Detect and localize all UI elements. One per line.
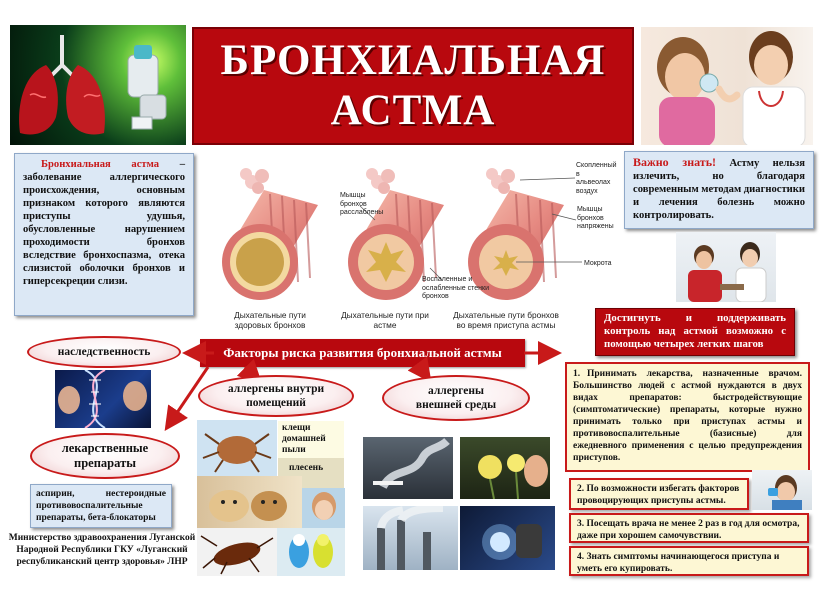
risk-factors-banner: Факторы риска развития бронхиальной астмы [200,339,525,367]
parrots-photo [277,528,345,576]
medications-text: лекарственные препараты [61,441,149,470]
achieve-control-box: Достигнуть и поддерживать контроль над астмой возможно с помощью четырех легких шагов [595,308,795,356]
label-inflamed-walls: Воспаленные и ослабленные стенки бронхов [422,276,490,300]
title-line-2: АСТМА [330,87,496,134]
pollen-flower-photo [460,437,550,499]
oval-medications [30,433,180,479]
cockroach-photo [197,528,277,576]
definition-text: – заболевание аллергического происхождения, основным признаком которого являются приступы удушья, обусловленные нарушением проходимости бронхов вследствие бронхоспазма, отека слизистой оболочки бронхов и гиперсекреции слизи. [23,159,185,287]
smoking-photo [363,437,453,499]
advice-step-4-num: 4. [577,552,585,562]
factory-smoke-photo [363,506,458,570]
important-highlight: Важно знать! [633,155,717,169]
indoor-allergens-text: аллергены внутри помещений [227,383,325,409]
advice-step-2 [569,478,749,510]
definition-term: Бронхиальная астма [41,159,160,170]
label-asthma: Дыхательные пути при астме [341,310,429,330]
important-text: Астму нельзя излечить, но благодаря современным методам диагностики и лечения болезнь можно контролировать. [633,158,805,221]
label-mucus: Мокрота [584,260,612,267]
label-air-trapped: Скопленный в альвеолах воздух [576,162,617,195]
pets-photo [197,476,302,528]
dna-family-photo [55,370,151,428]
advice-step-2-text: По возможности избегать факторов провоцирующих приступы астмы. [577,484,740,506]
girl-allergy-photo [302,488,345,528]
label-healthy: Дыхательные пути здоровых бронхов [234,310,306,330]
label-muscles-tense: Мышцы бронхов напряжены [577,206,614,230]
welder-photo [460,506,555,570]
oval-indoor-allergens [198,375,354,417]
advice-step-3-text: Посещать врача не менее 2 раз в год для осмотра, даже при хорошем самочувствии. [577,519,800,541]
advice-step-4 [569,546,809,576]
mold-label: плесень [289,463,324,473]
advice-step-4-text: Знать симптомы начинающегося приступа и уметь его купировать. [577,552,780,574]
title-line-1: БРОНХИАЛЬНАЯ [220,37,606,84]
oval-heredity: наследственность [27,336,181,368]
boy-inhaler-photo [752,470,812,510]
ministry-credit: Министерство здравоохранения Луганской Народной Республики ГКУ «Луганский республиканский центр здоровья» ЛНР [8,533,196,567]
label-attack: Дыхательные пути бронхов во время приступа астмы [453,310,559,330]
label-muscles-relaxed: Мышцы бронхов расслаблены [340,192,384,216]
advice-step-1 [565,362,810,472]
advice-step-3 [569,513,809,543]
medications-list-box: аспирин, нестероидные противовоспалительные препараты, бета-блокаторы [30,484,172,528]
outdoor-allergens-text: аллергены внешней среды [415,385,497,411]
dust-mites-label: клещи домашней пыли [278,421,344,461]
advice-step-2-num: 2. [577,484,585,494]
advice-step-1-num: 1. [573,369,581,379]
oval-outdoor-allergens [382,375,530,421]
dust-mite-photo [197,420,277,476]
advice-step-1-text: Принимать лекарства, назначенные врачом. Большинство людей с астмой нуждаются в двух видах препаратов: быстродействующие (симптоматические) препараты, которые нужно принимать только при приступах астмы и противовоспалительные (базисные) для ежедневного применения с целью предупреждения приступов. [573,369,802,463]
advice-step-3-num: 3. [577,519,585,529]
